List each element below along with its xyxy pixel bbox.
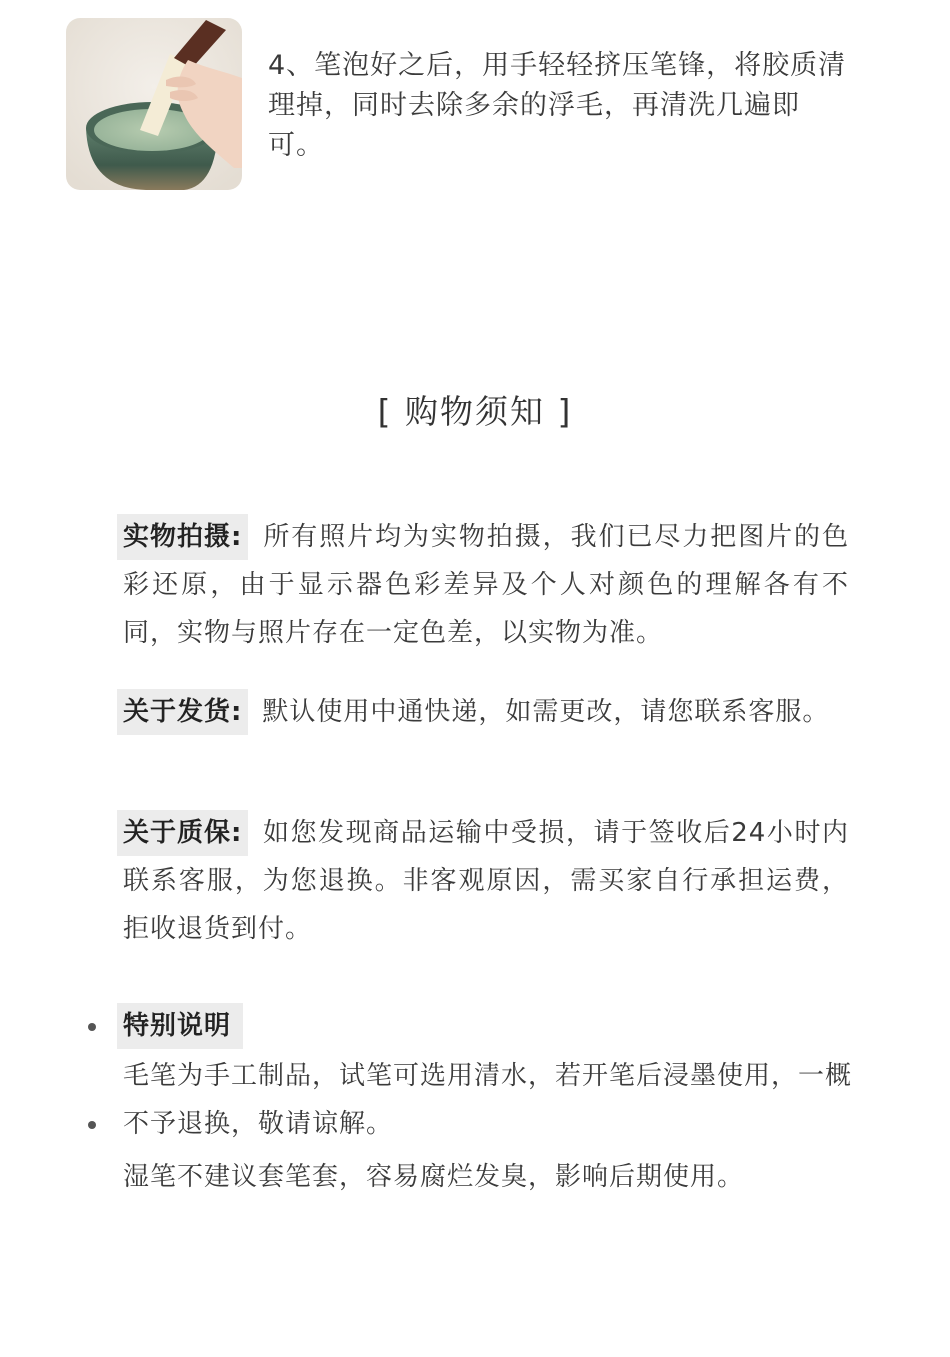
notice-item-warranty	[123, 809, 849, 953]
special-notes-paragraph-1: 毛笔为手工制品，试笔可选用清水，若开笔后浸墨使用，一概不予退换，敬请谅解。	[123, 1061, 853, 1139]
brush-soaking-photo	[66, 18, 242, 190]
bullet-icon	[88, 1023, 96, 1031]
notice-item-text: 默认使用中通快递，如需更改，请您联系客服。	[262, 697, 830, 727]
notice-item-text: 所有照片均为实物拍摄，我们已尽力把图片的色彩还原，由于显示器色彩差异及个人对颜色的理解各有不同，实物与照片存在一定色差，以实物为准。	[123, 522, 849, 648]
step-4-section	[66, 18, 856, 190]
step-4-text: 4、笔泡好之后，用手轻轻挤压笔锋，将胶质清理掉，同时去除多余的浮毛，再清洗几遍即可。	[268, 50, 847, 161]
special-notes-heading: 特别说明	[117, 1003, 243, 1049]
notice-item-photos	[123, 513, 849, 657]
notice-item-label: 实物拍摄:	[117, 514, 248, 560]
shopping-notice-title: [ 购物须知 ]	[377, 392, 573, 431]
notice-item-label: 关于质保:	[117, 810, 248, 856]
notice-item-text: 如您发现商品运输中受损，请于签收后24小时内联系客服，为您退换。非客观原因，需买家自行承担运费，拒收退货到付。	[123, 818, 849, 944]
bullet-icon	[88, 1121, 96, 1129]
notice-item-shipping	[123, 688, 849, 736]
special-notes-paragraph-2: 湿笔不建议套笔套，容易腐烂发臭，影响后期使用。	[123, 1162, 745, 1192]
notice-item-label: 关于发货:	[117, 689, 248, 735]
